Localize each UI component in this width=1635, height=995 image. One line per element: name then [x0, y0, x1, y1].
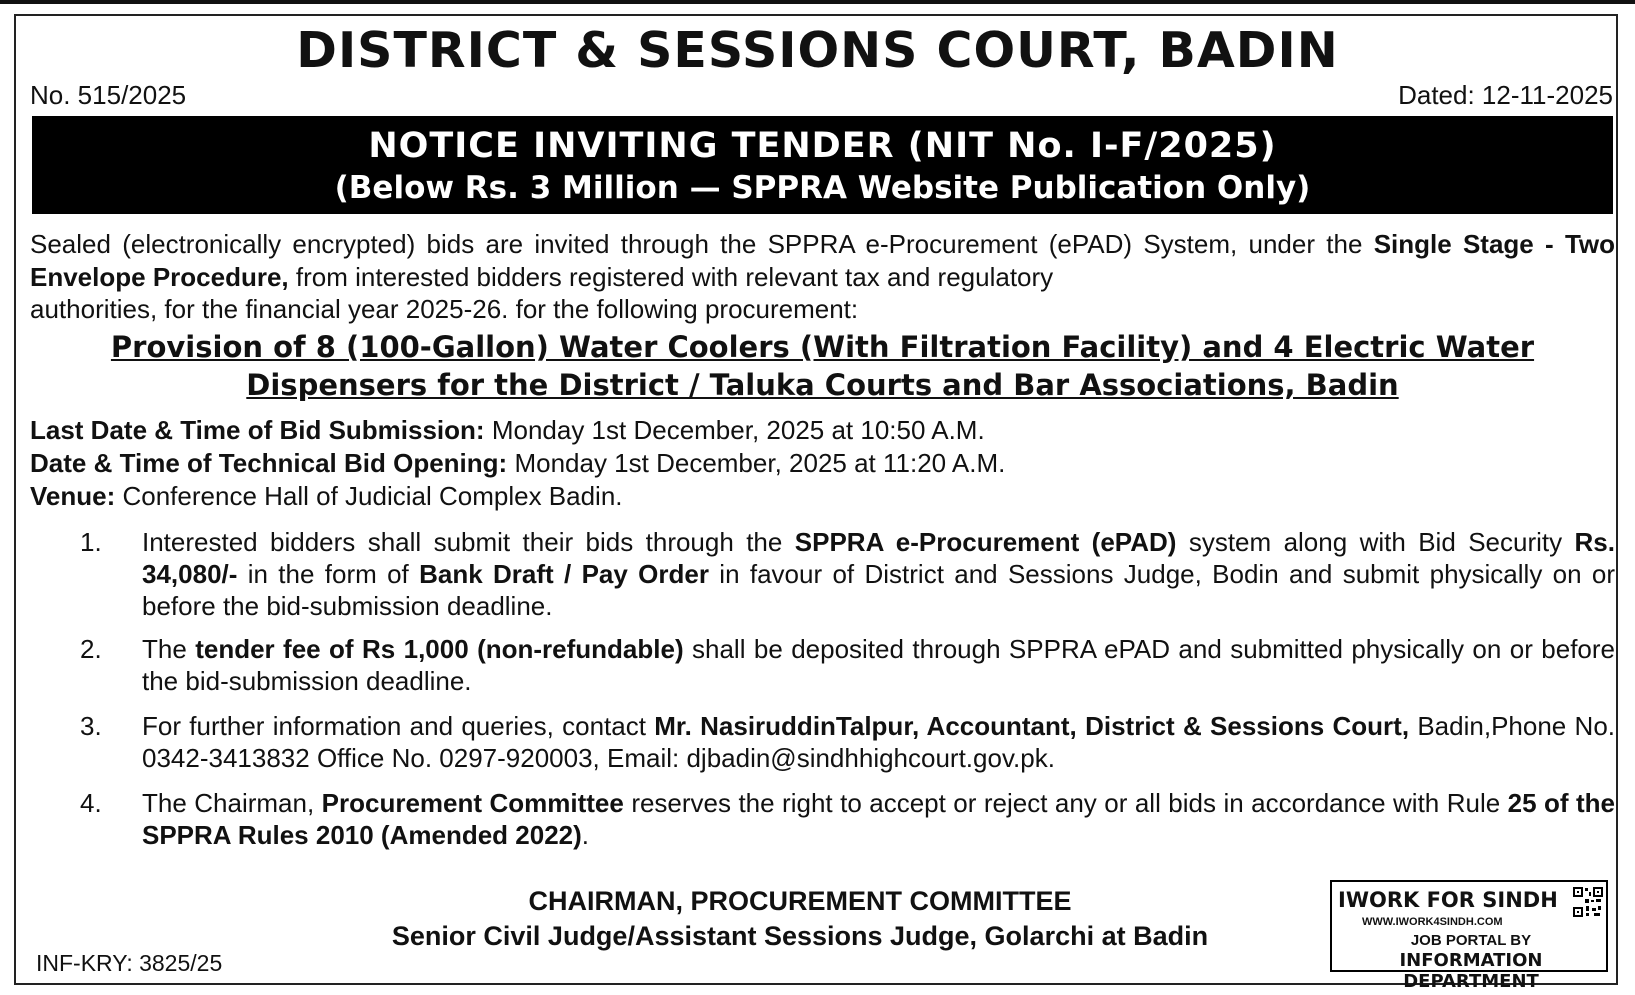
banner-subtitle: (Below Rs. 3 Million — SPPRA Website Publication Only) — [334, 170, 1311, 206]
item-number: 3. — [80, 711, 102, 741]
notice-date: Dated: 12-11-2025 — [1398, 80, 1613, 110]
item-fragment: Interested bidders shall submit their bids through the — [142, 527, 795, 557]
item-fragment: For further information and queries, contact — [142, 711, 655, 741]
tender-banner — [32, 116, 1613, 214]
item-fragment: The — [142, 634, 196, 664]
item-bold-fragment: Bank Draft / Pay Order — [419, 559, 709, 589]
item-bold-fragment: SPPRA e-Procurement (ePAD) — [794, 527, 1177, 557]
signatory-designation: Senior Civil Judge/Assistant Sessions Judge, Golarchi at Badin — [391, 921, 1209, 951]
item-number: 4. — [80, 788, 102, 818]
job-portal-badge — [1330, 880, 1608, 992]
item-bold-fragment: tender fee of Rs 1,000 (non-refundable) — [195, 634, 684, 664]
signatory-title: CHAIRMAN, PROCUREMENT COMMITTEE — [528, 886, 1072, 916]
banner-title: NOTICE INVITING TENDER (NIT No. I-F/2025) — [368, 126, 1277, 166]
schedule-value: Monday 1st December, 2025 at 10:50 A.M. — [491, 415, 985, 445]
schedule-label: Venue: — [30, 481, 116, 511]
item-fragment: . — [581, 820, 589, 850]
court-title: DISTRICT & SESSIONS COURT, BADIN — [296, 22, 1339, 79]
portal-department: INFORMATION DEPARTMENT — [1399, 950, 1543, 992]
item-bold-fragment: Rs. 34,080/- — [142, 527, 1615, 589]
reference-number: No. 515/2025 — [30, 80, 187, 110]
subject-line-1: Provision of 8 (100-Gallon) Water Coolers (With Filtration Facility) and 4 Electric Water — [110, 330, 1535, 364]
schedule-value: Monday 1st December, 2025 at 11:20 A.M. — [514, 448, 1006, 478]
intro-text-2: from interested bidders registered with relevant tax and regulatory — [295, 262, 1054, 292]
bid-schedule — [30, 414, 1005, 513]
item-fragment: Badin,Phone No. 0342-3413832 Office No. 0297-920003, Email: djbadin@sindhhighcourt.gov.pk. — [142, 711, 1616, 773]
intro-text-3: authorities, for the financial year 2025-26. for the following procurement: — [30, 294, 859, 324]
item-fragment: The Chairman, — [142, 788, 322, 818]
procurement-subject — [30, 328, 1615, 404]
item-text — [142, 787, 1615, 851]
qr-code-icon — [1572, 886, 1604, 918]
intro-text-1: Sealed (electronically encrypted) bids are invited through the SPPRA e-Procurement (ePAD) System, under the — [30, 229, 1363, 259]
list-item — [80, 787, 1615, 851]
inf-code: INF-KRY: 3825/25 — [36, 950, 223, 976]
item-text — [142, 526, 1615, 622]
item-bold-fragment: 25 of the SPPRA Rules 2010 (Amended 2022) — [142, 788, 1616, 850]
schedule-row — [30, 480, 1005, 513]
top-rule — [0, 0, 1635, 4]
list-item — [80, 710, 1615, 774]
item-fragment: in favour of District and Sessions Judge, Bodin and submit physically on or before the bid-submission deadline. — [142, 559, 1616, 621]
schedule-label: Date & Time of Technical Bid Opening: — [30, 448, 508, 478]
item-fragment: system along with Bid Security — [1176, 527, 1575, 557]
item-fragment: reserves the right to accept or reject any or all bids in accordance with Rule — [623, 788, 1508, 818]
list-item — [80, 526, 1615, 622]
subject-line-2: Dispensers for the District / Taluka Courts and Bar Associations, Badin — [246, 368, 1399, 402]
portal-caption: JOB PORTAL BY — [1410, 932, 1532, 949]
portal-brand: IWORK FOR SINDH — [1338, 888, 1558, 912]
item-text — [142, 710, 1615, 774]
item-number: 2. — [80, 634, 102, 664]
item-fragment: shall be deposited through SPPRA ePAD and submitted physically on or before the bid-submission deadline. — [142, 634, 1615, 696]
schedule-row — [30, 447, 1005, 480]
schedule-label: Last Date & Time of Bid Submission: — [30, 415, 485, 445]
item-fragment: in the form of — [237, 559, 420, 589]
portal-url: WWW.IWORK4SINDH.COM — [1362, 916, 1503, 928]
schedule-row — [30, 414, 1005, 447]
schedule-value: Conference Hall of Judicial Complex Badin. — [122, 481, 623, 511]
item-bold-fragment: Procurement Committee — [321, 788, 624, 818]
item-text — [142, 633, 1615, 697]
intro-procedure: Single Stage - Two Envelope Procedure, — [30, 229, 1615, 292]
list-item — [80, 633, 1615, 697]
item-bold-fragment: Mr. NasiruddinTalpur, Accountant, District & Sessions Court, — [654, 711, 1410, 741]
intro-paragraph — [30, 228, 1615, 294]
item-number: 1. — [80, 527, 102, 557]
